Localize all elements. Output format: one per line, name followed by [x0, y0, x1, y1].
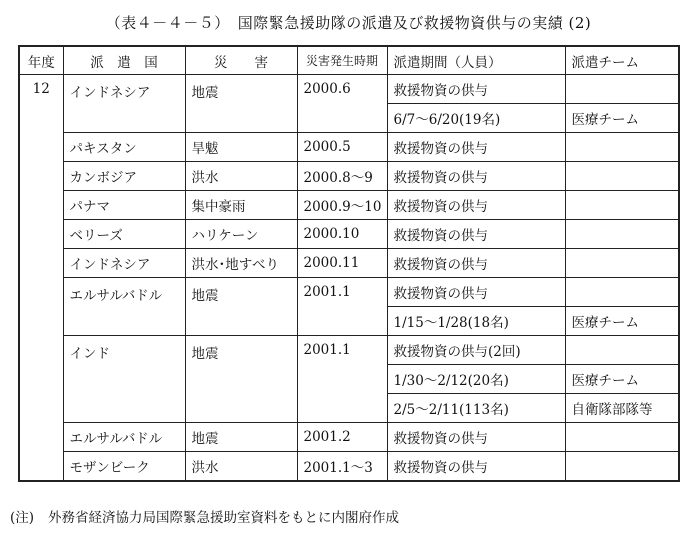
disaster-cell: 洪水･地すべり — [185, 249, 297, 278]
header-team: 派遣チーム — [565, 46, 679, 75]
period-cell: 6/7～6/20(19名) — [387, 104, 565, 133]
period-cell: 1/30～2/12(20名) — [387, 365, 565, 394]
table-row — [19, 220, 679, 249]
period-cell: 救援物資の供与 — [387, 220, 565, 249]
period-cell: 救援物資の供与 — [387, 249, 565, 278]
team-cell — [565, 278, 679, 307]
country-cell: ベリーズ — [63, 220, 185, 249]
date-cell: 2001.2 — [297, 423, 387, 452]
disaster-cell: 洪水 — [185, 452, 297, 482]
period-cell: 2/5～2/11(113名) — [387, 394, 565, 423]
date-cell: 2001.1～3 — [297, 452, 387, 482]
period-cell: 救援物資の供与 — [387, 133, 565, 162]
period-cell: 救援物資の供与 — [387, 75, 565, 104]
period-cell: 救援物資の供与 — [387, 162, 565, 191]
table-body — [19, 75, 679, 482]
footnote-text: 外務省経済協力局国際緊急援助室資料をもとに内閣府作成 — [48, 510, 400, 526]
header-year: 年度 — [19, 46, 63, 75]
period-cell: 救援物資の供与(2回) — [387, 336, 565, 365]
table-row — [19, 191, 679, 220]
disaster-cell: 地震 — [185, 75, 297, 133]
team-cell — [565, 249, 679, 278]
country-cell: インドネシア — [63, 249, 185, 278]
period-cell: 救援物資の供与 — [387, 191, 565, 220]
team-cell — [565, 220, 679, 249]
table-title: （表４－４－５） 国際緊急援助隊の派遣及び救援物資供与の実績 (2) — [105, 14, 592, 32]
disaster-cell: 地震 — [185, 336, 297, 423]
table-row — [19, 75, 679, 104]
period-cell: 1/15～1/28(18名) — [387, 307, 565, 336]
country-cell: インド — [63, 336, 185, 423]
table-row — [19, 249, 679, 278]
period-cell: 救援物資の供与 — [387, 452, 565, 482]
disaster-cell: 地震 — [185, 423, 297, 452]
year-cell: 12 — [19, 75, 63, 482]
team-cell: 自衛隊部隊等 — [565, 394, 679, 423]
country-cell: モザンビーク — [63, 452, 185, 482]
date-cell: 2000.6 — [297, 75, 387, 133]
country-cell: カンボジア — [63, 162, 185, 191]
team-cell: 医療チーム — [565, 104, 679, 133]
table-row — [19, 452, 679, 482]
table-row — [19, 336, 679, 365]
team-cell — [565, 452, 679, 482]
team-cell — [565, 336, 679, 365]
date-cell: 2000.10 — [297, 220, 387, 249]
date-cell: 2000.8～9 — [297, 162, 387, 191]
relief-record-table — [18, 45, 680, 482]
header-period: 派遣期間（人員） — [387, 46, 565, 75]
header-date: 災害発生時期 — [297, 46, 387, 75]
team-cell — [565, 162, 679, 191]
disaster-cell: 洪水 — [185, 162, 297, 191]
disaster-cell: ハリケーン — [185, 220, 297, 249]
table-row — [19, 133, 679, 162]
header-disaster: 災 害 — [185, 46, 297, 75]
country-cell: エルサルバドル — [63, 278, 185, 336]
disaster-cell: 集中豪雨 — [185, 191, 297, 220]
team-cell — [565, 423, 679, 452]
country-cell: インドネシア — [63, 75, 185, 133]
date-cell: 2000.5 — [297, 133, 387, 162]
team-cell: 医療チーム — [565, 307, 679, 336]
disaster-cell: 旱魃 — [185, 133, 297, 162]
table-row — [19, 162, 679, 191]
country-cell: パキスタン — [63, 133, 185, 162]
date-cell: 2001.1 — [297, 336, 387, 423]
team-cell: 医療チーム — [565, 365, 679, 394]
table-row — [19, 423, 679, 452]
team-cell — [565, 191, 679, 220]
header-country: 派 遣 国 — [63, 46, 185, 75]
country-cell: エルサルバドル — [63, 423, 185, 452]
team-cell — [565, 75, 679, 104]
country-cell: パナマ — [63, 191, 185, 220]
header-row — [19, 46, 679, 75]
period-cell: 救援物資の供与 — [387, 423, 565, 452]
team-cell — [565, 133, 679, 162]
date-cell: 2000.11 — [297, 249, 387, 278]
disaster-cell: 地震 — [185, 278, 297, 336]
date-cell: 2001.1 — [297, 278, 387, 336]
date-cell: 2000.9～10 — [297, 191, 387, 220]
footnote-label: (注) — [10, 510, 35, 526]
footnote — [10, 506, 399, 526]
table-row — [19, 278, 679, 307]
period-cell: 救援物資の供与 — [387, 278, 565, 307]
